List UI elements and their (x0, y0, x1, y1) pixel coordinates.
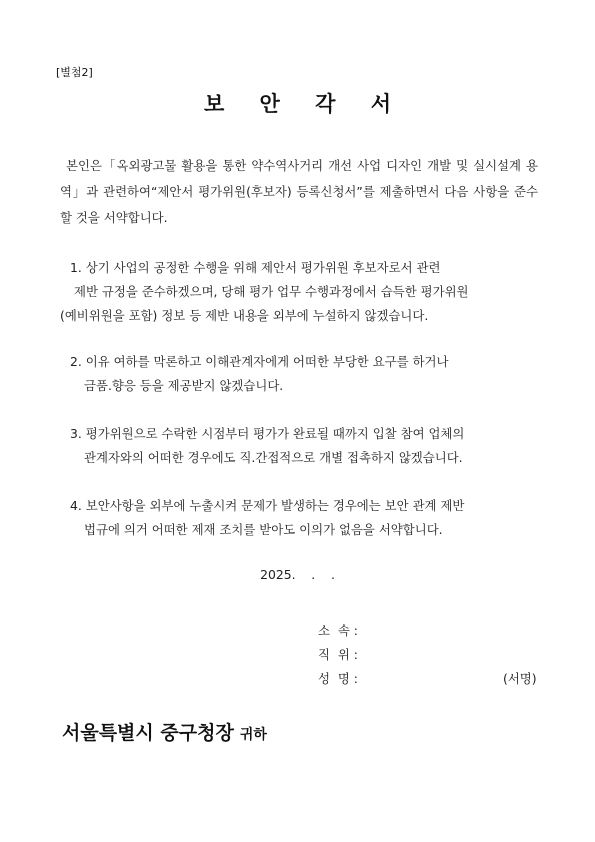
recipient-suffix: 귀하 (239, 727, 267, 743)
pledge-item-4-line2: 법규에 의거 어떠한 제재 조치를 받아도 이의가 없음을 서약합니다. (84, 522, 443, 537)
recipient-name: 서울특별시 중구청장 (62, 722, 234, 744)
pledge-item-1 (60, 256, 538, 328)
pledge-item-3-line2: 관계자와의 어떠한 경우에도 직.간접적으로 개별 접촉하지 않겠습니다. (84, 450, 463, 465)
document-title: 보 안 각 서 (203, 92, 406, 116)
pledge-item-3 (60, 422, 538, 470)
attachment-label: [별첨2] (56, 66, 93, 79)
signature-name-label: 성 명 : (318, 671, 358, 686)
pledge-item-2-line1: 2. 이유 여하를 막론하고 이해관계자에게 어떠한 부당한 요구를 하거나 (70, 354, 449, 369)
pledge-item-1-line2: 제반 규정을 준수하겠으며, 당해 평가 업무 수행과정에서 습득한 평가위원 (74, 284, 469, 299)
pledge-item-4 (60, 494, 538, 542)
pledge-item-2-line2: 금품.향응 등을 제공받지 않겠습니다. (84, 378, 284, 393)
recipient (62, 718, 267, 745)
pledge-item-4-line1: 4. 보안사항을 외부에 누출시켜 문제가 발생하는 경우에는 보안 관계 제반 (70, 498, 465, 513)
intro-paragraph: 본인은「옥외광고물 활용을 통한 약수역사거리 개선 사업 디자인 개발 및 실시설계 용역」과 관련하여“제안서 평가위원(후보자) 등록신청서”를 제출하면서 다음 사항을 준수할 것을 서약합니다. (60, 158, 538, 225)
signature-affiliation-label: 소 속 : (318, 623, 358, 638)
pledge-item-2 (60, 350, 538, 398)
pledge-item-1-line1: 1. 상기 사업의 공정한 수행을 위해 제안서 평가위원 후보자로서 관련 (70, 260, 441, 275)
date-line: 2025. . . (260, 567, 335, 582)
pledge-item-3-line1: 3. 평가위원으로 수락한 시점부터 평가가 완료될 때까지 입찰 참여 업체의 (70, 426, 465, 441)
signature-position-label: 직 위 : (318, 647, 358, 662)
signature-mark-label: (서명) (503, 671, 537, 686)
pledge-item-1-line3: (예비위원을 포함) 정보 등 제반 내용을 외부에 누설하지 않겠습니다. (60, 308, 429, 323)
